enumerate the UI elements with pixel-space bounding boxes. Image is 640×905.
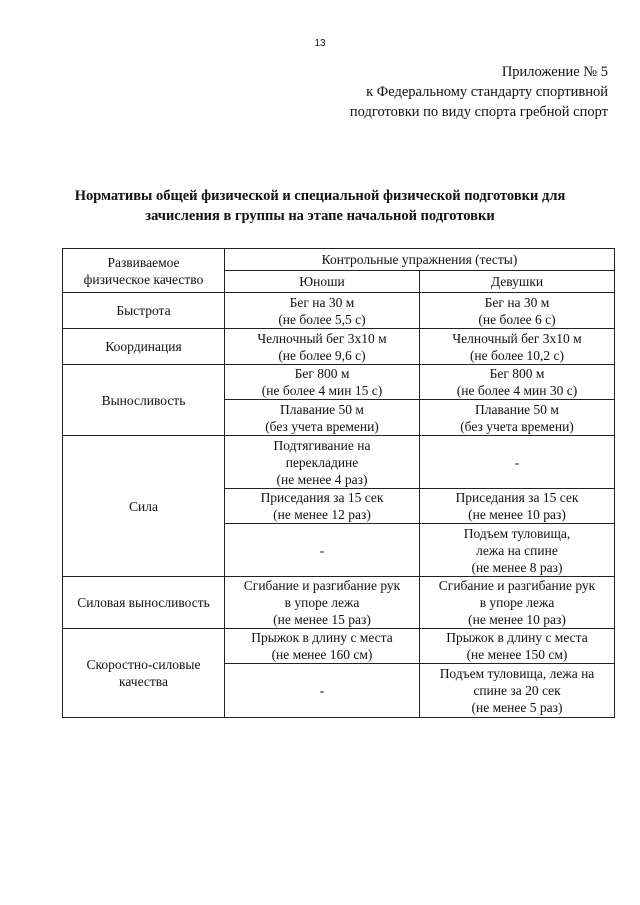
header-boys: Юноши bbox=[225, 271, 420, 293]
coordination-boys bbox=[225, 329, 420, 365]
cell-text: (не более 6 с) bbox=[478, 311, 556, 327]
strength-pullup-boys bbox=[225, 436, 420, 489]
appendix-line-3: подготовки по виду спорта гребной спорт bbox=[349, 104, 608, 120]
cell-text: качества bbox=[118, 674, 168, 689]
cell-text: в упоре лежа bbox=[479, 595, 555, 610]
table-row-speed bbox=[63, 293, 615, 329]
cell-text: (не более 4 мин 15 с) bbox=[261, 383, 383, 398]
cell-text: Челночный бег 3х10 м bbox=[257, 330, 387, 346]
appendix-reference bbox=[350, 62, 608, 122]
cell-text: (не менее 12 раз) bbox=[273, 507, 371, 522]
cell-text: Подтягивание на bbox=[273, 437, 371, 453]
cell-text: (не менее 15 раз) bbox=[273, 612, 371, 627]
cell-text: спине за 20 сек bbox=[473, 683, 561, 698]
cell-text: в упоре лежа bbox=[284, 595, 360, 610]
cell-text: Подъем туловища, лежа на bbox=[439, 666, 595, 681]
cell-text: Приседания за 15 сек bbox=[455, 490, 579, 505]
header-quality-line-2: физическое качество bbox=[83, 271, 204, 287]
appendix-line-1: Приложение № 5 bbox=[501, 64, 608, 80]
cell-text: (не более 5,5 с) bbox=[278, 311, 366, 327]
speed-girls bbox=[420, 293, 615, 329]
table-row-endurance-run bbox=[63, 365, 615, 400]
coordination-girls bbox=[420, 329, 615, 365]
endurance-swim-girls bbox=[420, 400, 615, 436]
cell-text: перекладине bbox=[285, 454, 359, 470]
cell-text: Плавание 50 м bbox=[280, 401, 364, 417]
cell-text: Бег на 30 м bbox=[289, 294, 355, 310]
strength-endurance-girls bbox=[420, 577, 615, 629]
endurance-run-boys bbox=[225, 365, 420, 400]
cell-text: (не более 4 мин 30 с) bbox=[456, 383, 578, 398]
speed-strength-situp-boys: - bbox=[225, 664, 420, 718]
cell-text: (не менее 5 раз) bbox=[471, 700, 563, 715]
strength-squat-boys bbox=[225, 489, 420, 524]
document-title-line-1: Нормативы общей физической и специальной физической подготовки для bbox=[74, 188, 566, 204]
cell-text: Приседания за 15 сек bbox=[260, 490, 384, 505]
strength-pullup-girls: - bbox=[420, 436, 615, 489]
strength-situp-boys: - bbox=[225, 524, 420, 577]
strength-situp-girls bbox=[420, 524, 615, 577]
table-row-speed-strength-jump bbox=[63, 629, 615, 664]
cell-text: Сгибание и разгибание рук bbox=[438, 578, 596, 593]
appendix-line-2: к Федеральному стандарту спортивной bbox=[366, 84, 608, 100]
cell-text: (не менее 4 раз) bbox=[276, 471, 368, 487]
speed-boys bbox=[225, 293, 420, 329]
quality-endurance: Выносливость bbox=[63, 365, 225, 436]
page-number: 13 bbox=[314, 38, 326, 49]
speed-strength-jump-boys bbox=[225, 629, 420, 664]
table-row-strength-endurance bbox=[63, 577, 615, 629]
speed-strength-jump-girls bbox=[420, 629, 615, 664]
standards-table bbox=[62, 248, 615, 718]
speed-strength-situp-girls bbox=[420, 664, 615, 718]
cell-text: (не более 10,2 с) bbox=[469, 347, 565, 363]
cell-text: Прыжок в длину с места bbox=[251, 630, 393, 645]
header-quality-line-1: Развиваемое bbox=[107, 254, 180, 270]
cell-text: Бег 800 м bbox=[294, 366, 350, 381]
cell-text: (не менее 8 раз) bbox=[471, 559, 563, 575]
endurance-swim-boys bbox=[225, 400, 420, 436]
document-title bbox=[40, 186, 600, 226]
header-girls: Девушки bbox=[420, 271, 615, 293]
header-tests: Контрольные упражнения (тесты) bbox=[225, 249, 615, 271]
cell-text: Плавание 50 м bbox=[475, 401, 559, 417]
quality-speed-strength bbox=[63, 629, 225, 718]
cell-text: Скоростно-силовые bbox=[86, 657, 201, 672]
cell-text: лежа на спине bbox=[476, 542, 558, 558]
cell-text: (не менее 10 раз) bbox=[468, 612, 566, 627]
cell-text: Бег 800 м bbox=[489, 366, 545, 381]
cell-text: (не менее 150 см) bbox=[466, 647, 568, 662]
cell-text: (без учета времени) bbox=[265, 418, 379, 434]
cell-text: Бег на 30 м bbox=[484, 294, 550, 310]
cell-text: Прыжок в длину с места bbox=[446, 630, 588, 645]
endurance-run-girls bbox=[420, 365, 615, 400]
quality-strength-endurance: Силовая выносливость bbox=[63, 577, 225, 629]
table-row-coordination bbox=[63, 329, 615, 365]
header-quality bbox=[63, 249, 225, 293]
cell-text: (без учета времени) bbox=[460, 418, 574, 434]
cell-text: (не более 9,6 с) bbox=[278, 347, 366, 363]
document-title-line-2: зачисления в группы на этапе начальной подготовки bbox=[145, 208, 495, 224]
strength-squat-girls bbox=[420, 489, 615, 524]
cell-text: (не менее 160 см) bbox=[271, 647, 373, 662]
cell-text: (не менее 10 раз) bbox=[468, 507, 566, 522]
quality-speed: Быстрота bbox=[63, 293, 225, 329]
quality-coordination: Координация bbox=[63, 329, 225, 365]
table-row-strength-pullup bbox=[63, 436, 615, 489]
cell-text: Сгибание и разгибание рук bbox=[243, 578, 401, 593]
strength-endurance-boys bbox=[225, 577, 420, 629]
quality-strength: Сила bbox=[63, 436, 225, 577]
cell-text: Челночный бег 3х10 м bbox=[452, 330, 582, 346]
cell-text: Подъем туловища, bbox=[463, 525, 571, 541]
